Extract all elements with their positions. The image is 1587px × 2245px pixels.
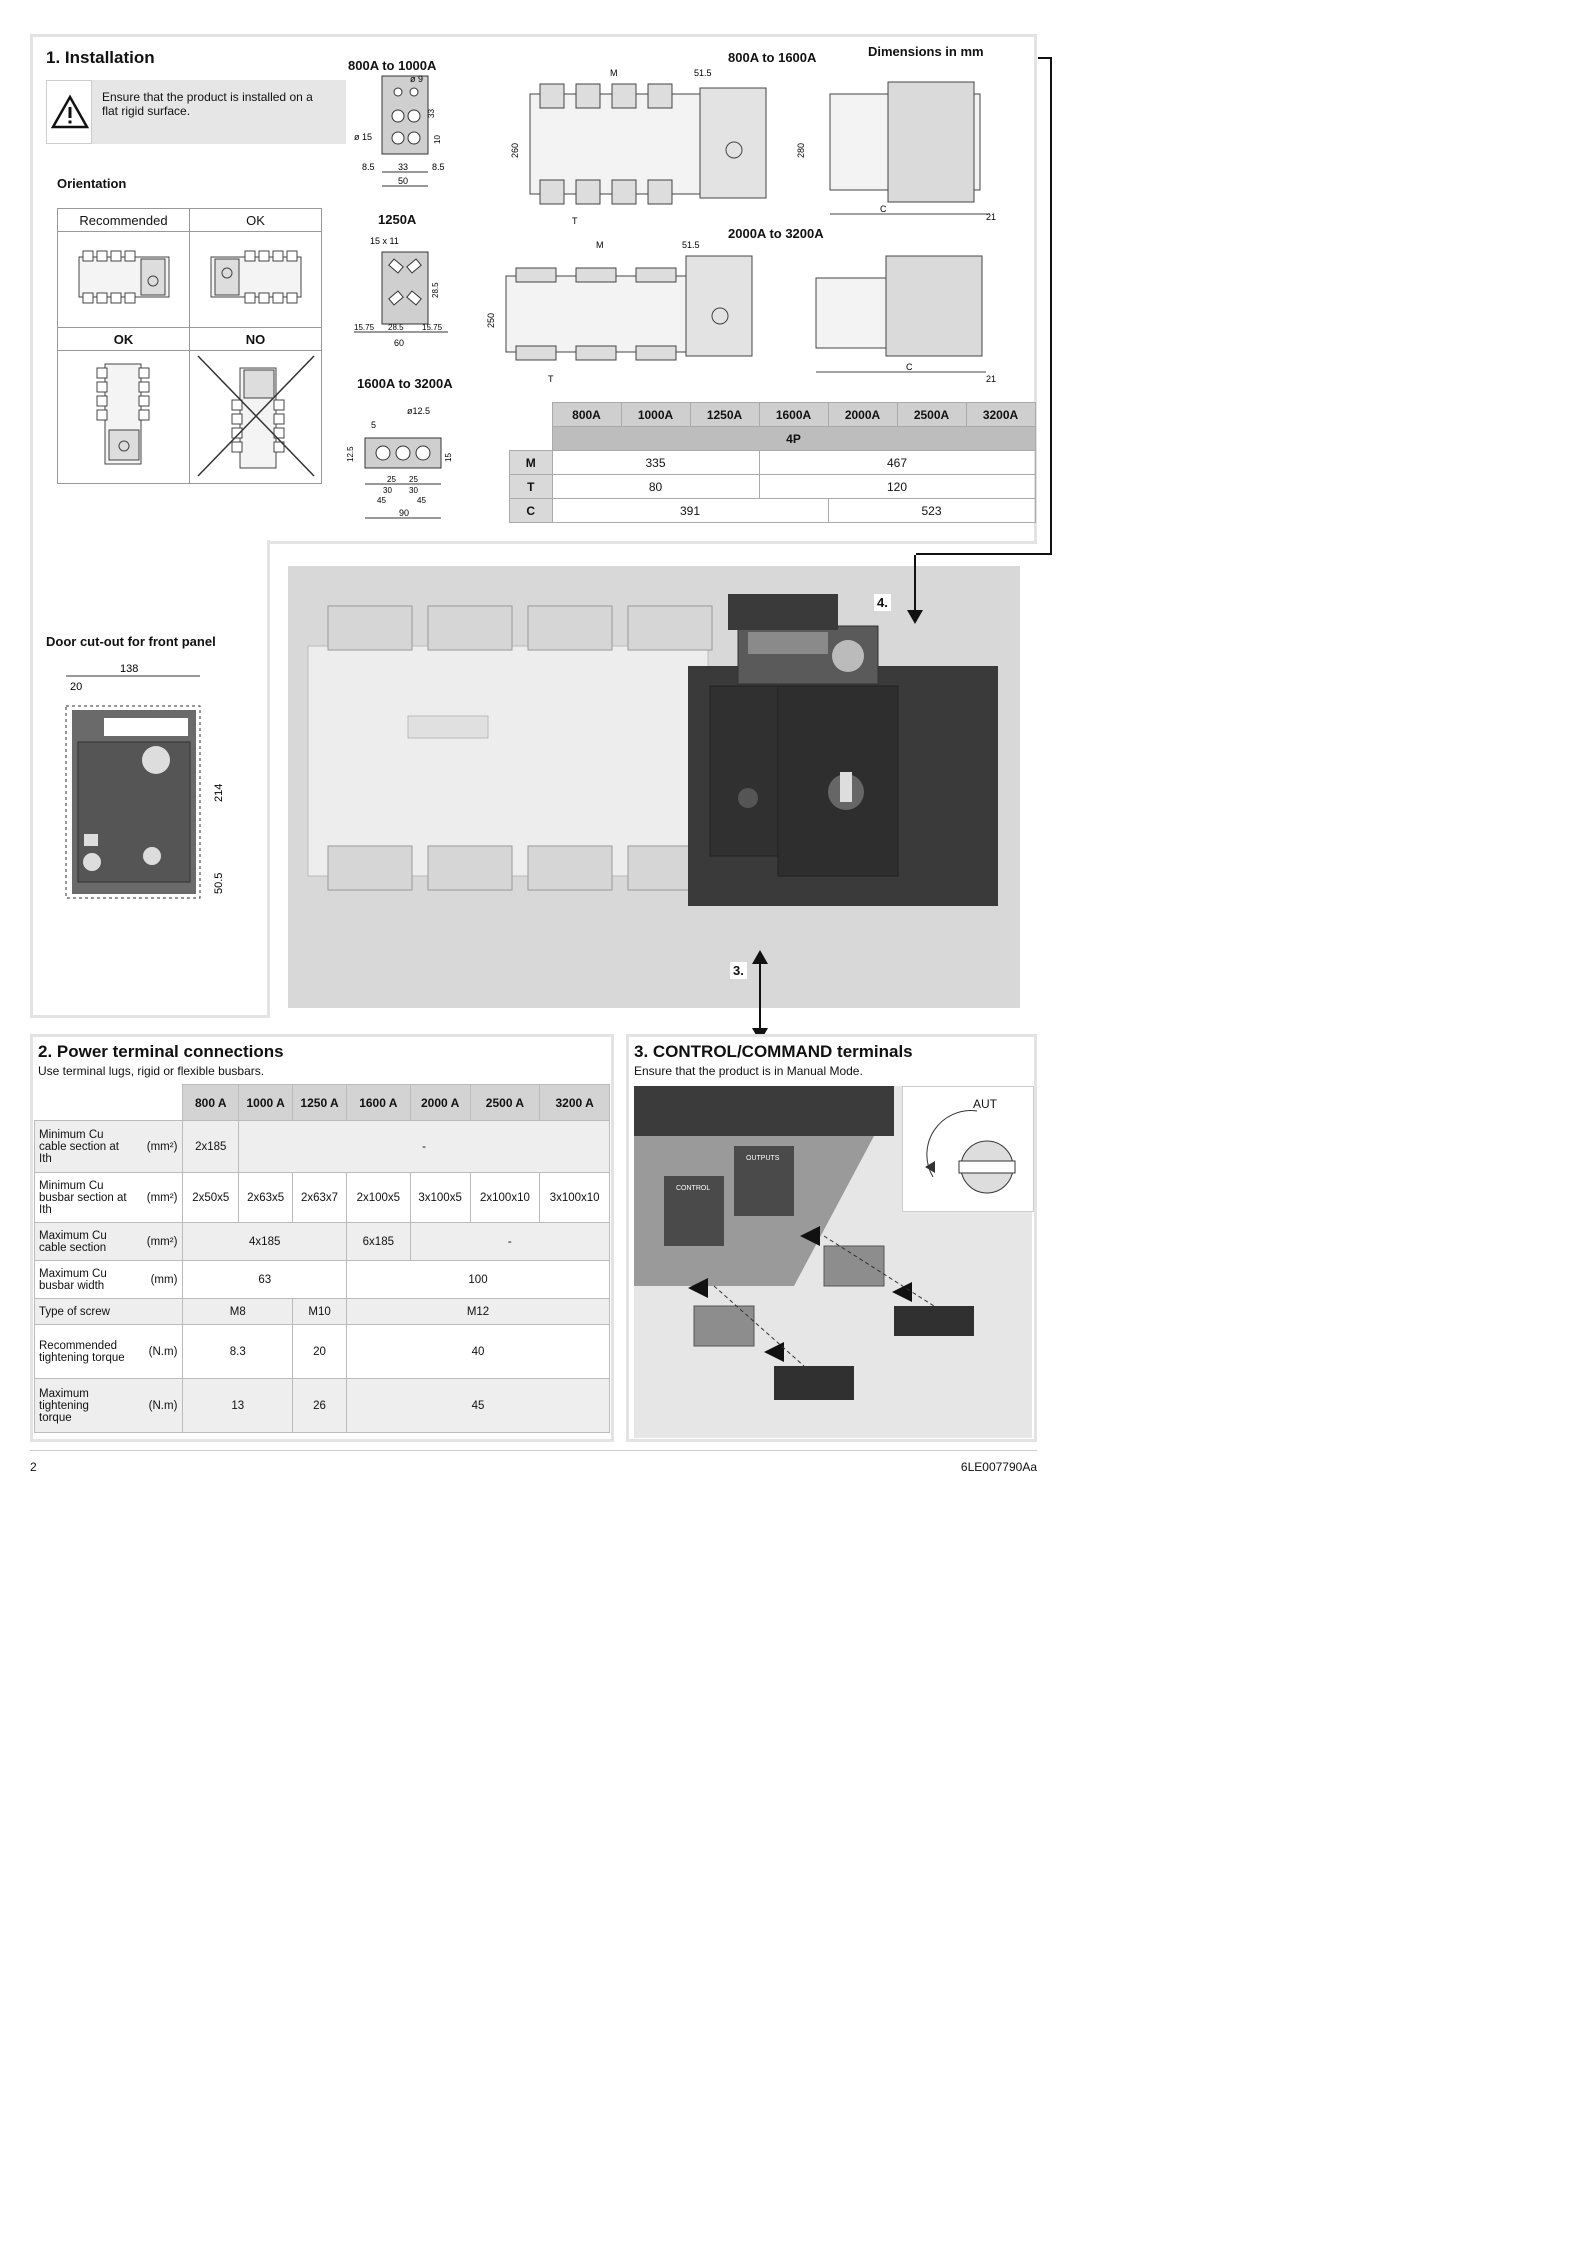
power-value: 6x185 [347,1223,411,1261]
orientation-no-figure [190,351,322,484]
page-number: 2 [30,1460,37,1474]
door-cutout-drawing [44,662,244,922]
power-row-label: Minimum Cu cable section at Ith [39,1128,119,1165]
power-value: 8.3 [183,1325,293,1379]
control-title: 3. CONTROL/COMMAND terminals [634,1042,913,1061]
power-col-header: 2000 A [410,1085,470,1121]
dim-row-label: C [510,499,553,523]
power-subtitle: Use terminal lugs, rigid or flexible busbars. [38,1064,265,1078]
svg-text:15.75: 15.75 [422,323,443,332]
photo-marker: 3. [730,962,747,979]
power-value: 20 [293,1325,347,1379]
svg-text:28.5: 28.5 [431,282,440,298]
arrow-head-up-icon [752,950,768,964]
power-value: 100 [347,1261,610,1299]
orientation-label: Recommended [58,209,190,232]
svg-text:15: 15 [444,453,453,462]
dim-value: 523 [828,499,1035,523]
power-col-header: 800 A [183,1085,239,1121]
power-row-unit: (N.m) [148,1345,178,1358]
bracket-line [1050,57,1052,555]
power-row-unit: (mm) [150,1273,178,1286]
dim-value: 391 [552,499,828,523]
power-row-label: Maximum Cu cable section [39,1229,107,1254]
svg-text:60: 60 [394,338,405,348]
power-col-header: 1000 A [239,1085,293,1121]
warning-icon [46,80,92,144]
dim-label: 250 [486,312,496,328]
svg-text:45: 45 [417,496,426,505]
svg-text:33: 33 [427,109,436,118]
dim-value: 120 [759,475,1035,499]
power-value: M12 [347,1299,610,1325]
dim-col-header: 2000A [828,403,897,427]
body-drawing-2000-3200 [486,236,1020,386]
svg-text:50: 50 [398,176,409,186]
svg-text:ø12.5: ø12.5 [407,406,431,416]
warning-box [46,80,346,144]
dim-value: 467 [759,451,1035,475]
bracket-line [916,553,1052,555]
svg-text:25: 25 [409,475,418,484]
dim-col-header: 2500A [897,403,966,427]
power-col-header: 2500 A [470,1085,540,1121]
dim-label: 260 [510,142,520,158]
power-row-unit: (mm²) [146,1235,178,1248]
dim-label: 50.5 [213,872,225,894]
terminal-view-title: 1250A [378,212,417,227]
body-view-title: 2000A to 3200A [728,226,824,241]
dim-label: C [906,362,913,372]
dim-label: 21 [986,374,997,384]
terminal-label: OUTPUTS [746,1155,780,1162]
power-row-unit: (N.m) [148,1399,178,1412]
orientation-table [57,208,322,484]
dim-value: 335 [552,451,759,475]
power-col-header: 3200 A [540,1085,610,1121]
mode-switch-icon [903,1087,1033,1211]
dim-col-header: 1250A [690,403,759,427]
dim-row-label: M [510,451,553,475]
power-value: 2x63x7 [293,1173,347,1223]
orientation-recommended-figure [58,232,190,328]
power-row-label: Recommended tightening torque [39,1339,125,1364]
svg-text:12.5: 12.5 [346,446,355,462]
power-col-header: 1250 A [293,1085,347,1121]
power-value: 63 [183,1261,347,1299]
power-row-unit: (mm²) [146,1140,178,1153]
power-row-label: Type of screw [39,1305,110,1318]
svg-text:33: 33 [398,162,409,172]
dim-label: 280 [796,142,806,158]
body-view-title: 800A to 1600A [728,50,817,65]
power-value: 2x100x10 [470,1173,540,1223]
svg-text:90: 90 [399,508,410,518]
terminal-view-title: 1600A to 3200A [357,376,453,391]
dim-label: 138 [120,663,139,675]
door-cutout-title: Door cut-out for front panel [46,634,216,649]
power-value: - [239,1121,610,1173]
power-row-label: Maximum Cu busbar width [39,1267,107,1292]
document-code: 6LE007790Aa [960,1460,1037,1474]
aut-inset [902,1086,1034,1212]
svg-text:ø 9: ø 9 [410,74,424,84]
power-value: 4x185 [183,1223,347,1261]
dimensions-table [509,402,1036,523]
power-row-label: Maximum tightening torque [39,1387,89,1424]
pole-label: 4P [552,427,1035,451]
orientation-ok-vertical-figure [58,351,190,484]
terminal-label: CONTROL [676,1185,711,1192]
power-title: 2. Power terminal connections [38,1042,284,1061]
svg-text:8.5: 8.5 [432,162,445,172]
power-value: 2x50x5 [183,1173,239,1223]
svg-text:5: 5 [371,420,377,430]
orientation-title: Orientation [57,176,127,191]
dim-label: 214 [213,783,225,802]
terminal-drawing-1250 [352,234,452,354]
power-value: M10 [293,1299,347,1325]
photo-marker: 4. [874,594,891,611]
arrow-line [914,555,916,613]
arrow-line [759,960,761,1032]
dim-value: 80 [552,475,759,499]
power-row-label: Minimum Cu busbar section at Ith [39,1179,127,1216]
aut-label: AUT [973,1097,997,1111]
power-value: 45 [347,1379,610,1433]
dim-label: 20 [70,681,83,693]
svg-text:30: 30 [409,486,418,495]
svg-text:25: 25 [387,475,396,484]
svg-text:28.5: 28.5 [388,323,404,332]
dim-label: 51.5 [682,240,700,250]
svg-text:30: 30 [383,486,392,495]
power-value: 2x185 [183,1121,239,1173]
svg-text:15.75: 15.75 [354,323,375,332]
power-value: 26 [293,1379,347,1433]
installation-title: 1. Installation [46,48,155,67]
power-value: 2x63x5 [239,1173,293,1223]
power-table [34,1084,610,1433]
power-row-unit: (mm²) [146,1191,178,1204]
body-drawing-800-1600 [510,64,1020,228]
warning-text: Ensure that the product is installed on a flat rigid surface. [102,90,313,118]
svg-text:15 x 11: 15 x 11 [370,236,399,246]
footer-rule [30,1450,1037,1451]
power-value: M8 [183,1299,293,1325]
dim-label: T [548,374,554,384]
dim-label: T [572,216,578,226]
dim-label: M [610,68,618,78]
dim-col-header: 3200A [966,403,1035,427]
product-photo [288,566,1020,1008]
svg-text:45: 45 [377,496,386,505]
orientation-label: OK [190,209,322,232]
power-value: 40 [347,1325,610,1379]
orientation-ok-figure [190,232,322,328]
arrow-head-icon [907,610,923,624]
power-col-header: 1600 A [347,1085,411,1121]
power-value: 3x100x5 [410,1173,470,1223]
orientation-label: OK [58,328,190,351]
dim-label: M [596,240,604,250]
svg-text:ø 15: ø 15 [354,132,373,142]
power-value: 3x100x10 [540,1173,610,1223]
svg-text:10: 10 [433,135,442,144]
dim-row-label: T [510,475,553,499]
control-photo [634,1086,1032,1438]
terminal-drawing-800-1000 [352,72,452,194]
power-value: - [410,1223,609,1261]
power-value: 2x100x5 [347,1173,411,1223]
terminal-drawing-1600-3200 [347,402,467,526]
dim-label: 51.5 [694,68,712,78]
svg-text:8.5: 8.5 [362,162,375,172]
power-value: 13 [183,1379,293,1433]
dim-label: 21 [986,212,997,222]
orientation-label: NO [190,328,322,351]
dimensions-note: Dimensions in mm [868,44,984,59]
dim-col-header: 800A [552,403,621,427]
control-subtitle: Ensure that the product is in Manual Mode. [634,1064,863,1078]
terminal-view-title: 800A to 1000A [348,58,437,73]
dim-col-header: 1600A [759,403,828,427]
dim-col-header: 1000A [621,403,690,427]
dim-label: C [880,204,887,214]
